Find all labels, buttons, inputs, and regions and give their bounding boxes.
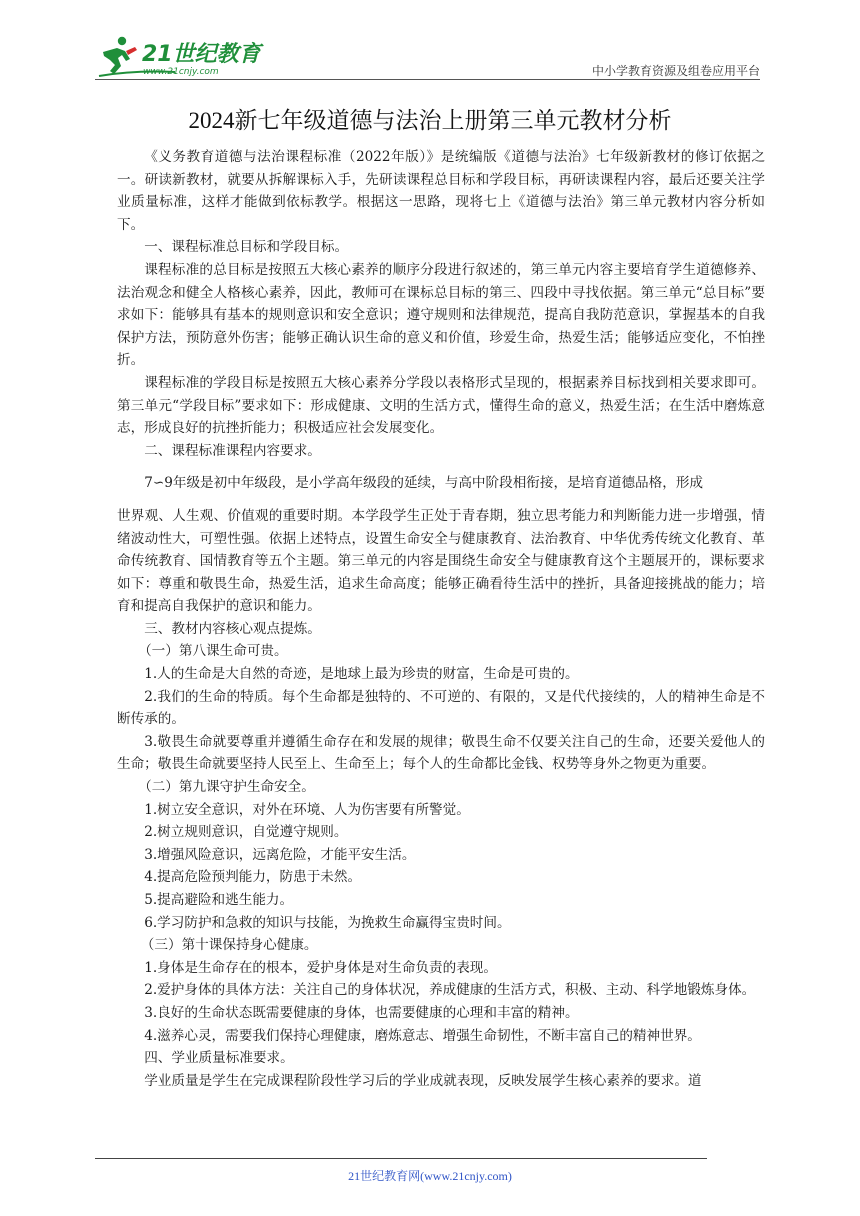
list-item: 2.我们的生命的特质。每个生命都是独特的、不可逆的、有限的，又是代代接续的，人的精神生命是不断传承的。 — [117, 688, 765, 728]
section-heading-4: 四、学业质量标准要求。 — [144, 1050, 294, 1067]
list-item: 4.提高危险预判能力，防患于未然。 — [144, 869, 362, 886]
list-item: 3.敬畏生命就要尊重并遵循生命存在和发展的规律；敬畏生命不仅要关注自己的生命，还要关爱他人的生命；敬畏生命就要坚持人民至上、生命至上；每个人的生命都比金钱、权势等身外之物更为重要。 — [117, 733, 765, 773]
footer-divider — [95, 1158, 707, 1159]
section-heading-2: 二、课程标准课程内容要求。 — [144, 442, 321, 459]
list-item: 3.增强风险意识，远离危险，才能平安生活。 — [144, 846, 416, 863]
list-item: 4.滋养心灵，需要我们保持心理健康，磨炼意志、增强生命韧性，不断丰富自己的精神世界。 — [144, 1027, 701, 1044]
paragraph: 课程标准的总目标是按照五大核心素养的顺序分段进行叙述的，第三单元内容主要培育学生道德修养、法治观念和健全人格核心素养，因此，教师可在课标总目标的第三、四段中寻找依据。第三单元“总目标”要求如下：能够具有基本的规则意识和安全意识；遵守规则和法律规范，提高自我防范意识，掌握基本的自我保护方法，预防意外伤害；能够正确认识生命的意义和价值，珍爱生命，热爱生活；能够适应变化，不怕挫折。 — [117, 261, 765, 369]
paragraph: 7∽9年级是初中年级段，是小学高年级段的延续，与高中阶段相衔接，是培育道德品格，形成 — [144, 475, 704, 492]
list-item: 1.身体是生命存在的根本，爱护身体是对生命负责的表现。 — [144, 959, 497, 976]
page-header — [95, 34, 760, 82]
list-item: 3.良好的生命状态既需要健康的身体，也需要健康的心理和丰富的精神。 — [144, 1004, 579, 1021]
section-heading-3: 三、教材内容核心观点提炼。 — [144, 620, 321, 637]
paragraph: 课程标准的学段目标是按照五大核心素养分学段以表格形式呈现的，根据素养目标找到相关要求即可。第三单元“学段目标”要求如下：形成健康、文明的生活方式，懂得生命的意义，热爱生活；在生活中磨炼意志，形成良好的抗挫折能力；积极适应社会发展变化。 — [117, 374, 765, 437]
paragraph: 世界观、人生观、价值观的重要时期。本学段学生正处于青春期，独立思考能力和判断能力进一步增强，情绪波动性大，可塑性强。依据上述特点，设置生命安全与健康教育、法治教育、中华优秀传统文化教育、革命传统教育、国情教育等五个主题。第三单元的内容是围绕生命安全与健康教育这个主题展开的，课标要求如下：尊重和敬畏生命，热爱生活，追求生命高度；能够正确看待生活中的挫折，具备迎接挑战的能力；培育和提高自我保护的意识和能力。 — [117, 507, 765, 615]
list-item: 1.人的生命是大自然的奇迹，是地球上最为珍贵的财富，生命是可贵的。 — [144, 666, 579, 683]
list-item: 2.爱护身体的具体方法：关注自己的身体状况，养成健康的生活方式，积极、主动、科学地锻炼身体。 — [144, 982, 756, 999]
platform-name: 中小学教育资源及组卷应用平台 — [591, 64, 760, 78]
logo-url: www.21cnjy.com — [143, 67, 219, 77]
subsection-heading: （三）第十课保持身心健康。 — [140, 937, 318, 954]
list-item: 1.树立安全意识，对外在环境、人为伤害要有所警觉。 — [144, 801, 470, 818]
list-item: 5.提高避险和逃生能力。 — [144, 892, 294, 908]
logo-21cnjy — [95, 34, 265, 78]
logo-wordmark: 21世纪教育 — [142, 42, 261, 67]
list-item: 2.树立规则意识，自觉遵守规则。 — [144, 824, 348, 841]
intro-paragraph: 《义务教育道德与法治课程标准（2022年版）》是统编版《道德与法治》七年级新教材的修订依据之一。研读新教材，就要从拆解课标入手，先研读课程总目标和学段目标，再研读课程内容，最后还要关注学业质量标准，这样才能做到依标教学。根据这一思路，现将七上《道德与法治》第三单元教材内容分析如下。 — [117, 149, 765, 233]
paragraph: 学业质量是学生在完成课程阶段性学习后的学业成就表现，反映发展学生核心素养的要求。道 — [144, 1072, 702, 1089]
document-body — [117, 146, 765, 1092]
subsection-heading: （二）第九课守护生命安全。 — [138, 779, 315, 796]
header-divider — [95, 79, 760, 80]
list-item: 6.学习防护和急救的知识与技能，为挽救生命赢得宝贵时间。 — [144, 914, 511, 931]
subsection-heading: （一）第八课生命可贵。 — [138, 643, 288, 660]
footer-link[interactable]: 21世纪教育网(www.21cnjy.com) — [348, 1169, 512, 1183]
section-heading-1: 一、课程标准总目标和学段目标。 — [144, 239, 349, 256]
page-title: 2024新七年级道德与法治上册第三单元教材分析 — [188, 108, 672, 133]
